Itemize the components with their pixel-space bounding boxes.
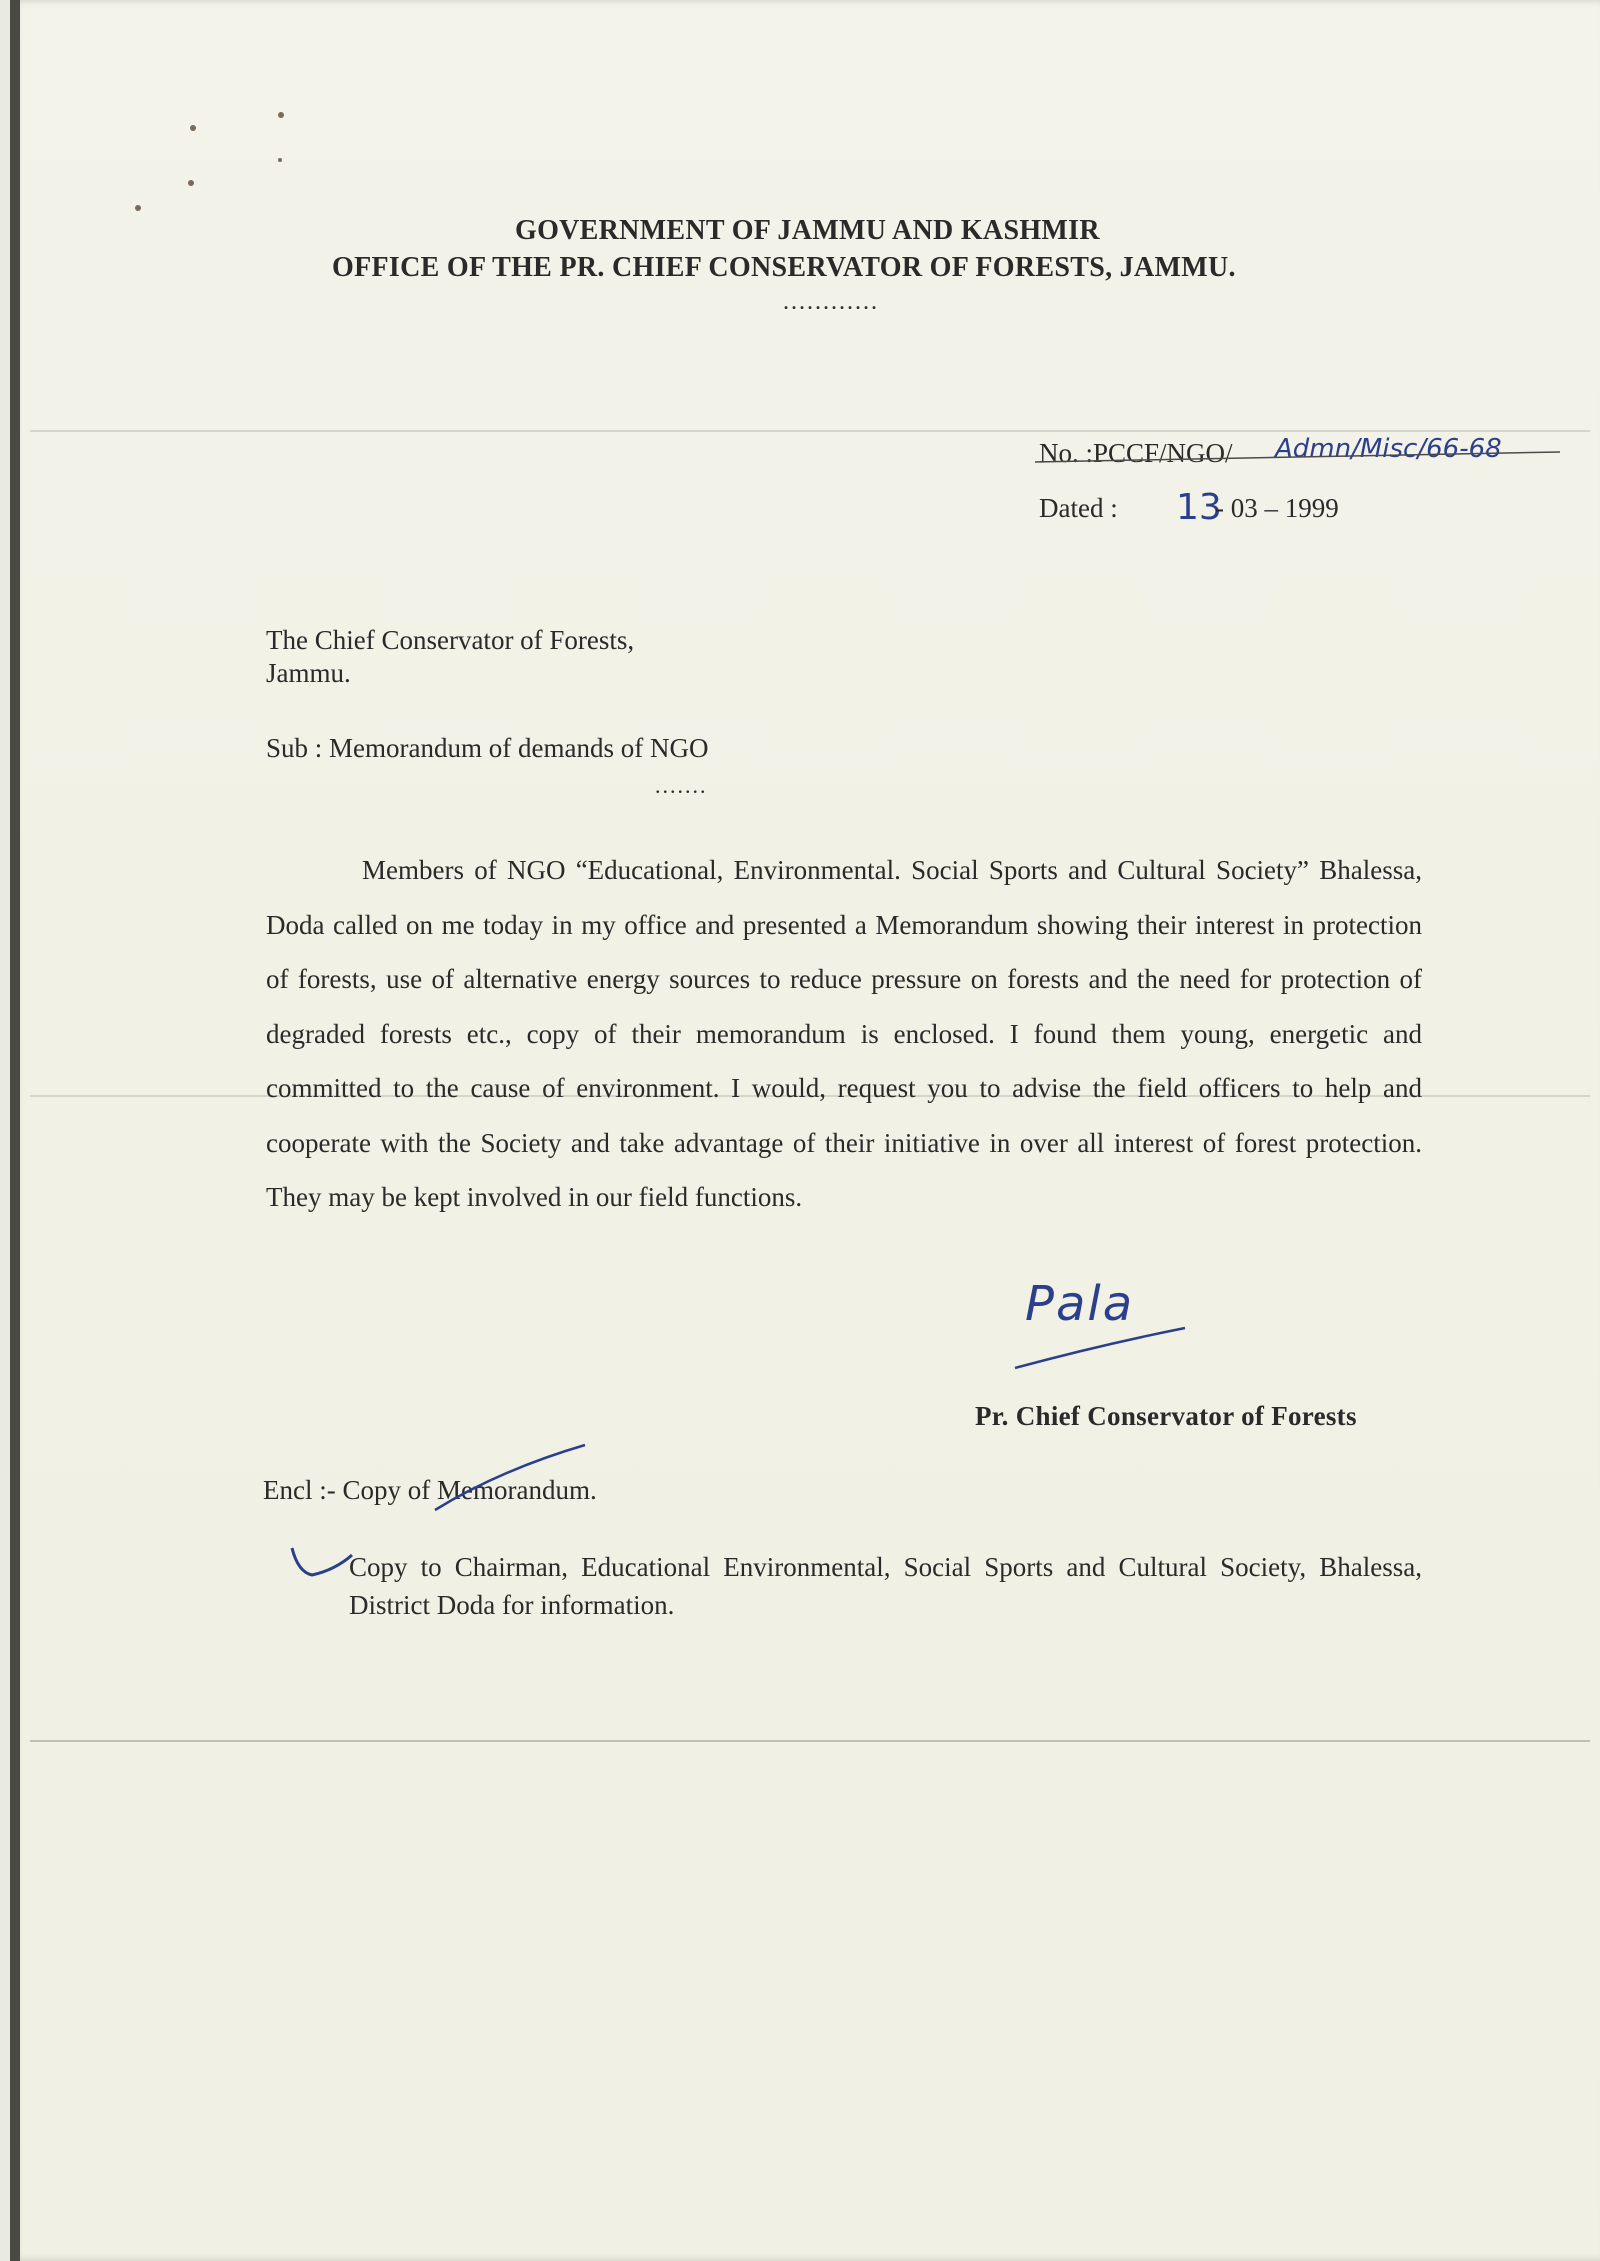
enclosure-pen-stroke [435,1445,585,1510]
reference-strike [1035,452,1560,462]
enclosure-line: Encl :- Copy of Memorandum. [263,1475,597,1505]
subject-line: Sub : Memorandum of demands of NGO [266,733,709,763]
addressee-line-1: The Chief Conservator of Forests, [266,625,635,655]
letterhead-line-2: OFFICE OF THE PR. CHIEF CONSERVATOR OF FORESTS, JAMMU. [332,252,1236,283]
date-day-handwritten: 13 [1176,487,1222,528]
reference-number-prefix: PCCF/NGO/ [1093,438,1233,468]
letterhead-line-1: GOVERNMENT OF JAMMU AND KASHMIR [515,215,1100,246]
body-paragraph: Members of NGO “Educational, Environmental. Social Sports and Cultural Society” Bhalessa, Doda called on me today in my office and presented a Memorandum showing their interest in protection of forests, use of alternative energy sources to reduce pressure on forests and the need for protection of degraded forests etc., copy of their memorandum is enclosed. I found them young, energetic and committed to the cause of environment. I would, request you to advise the field officers to help and cooperate with the Society and take advantage of their initiative in over all interest of forest protection. They may be kept involved in our field functions. [266,855,1422,1212]
reference-number-label: No. : [1039,438,1093,468]
date-rest: - 03 – 1999 [1215,493,1339,523]
date-label: Dated : [1039,493,1118,523]
signature-handwritten: Pala [1025,1276,1135,1332]
copy-to-paragraph: Copy to Chairman, Educational Environmental, Social Sports and Cultural Society, Bhalessa, District Doda for information. [349,1552,1422,1620]
signature-designation: Pr. Chief Conservator of Forests [975,1401,1357,1431]
reference-number-handwritten: Admn/Misc/66-68 [1275,434,1502,464]
signature-underline [1015,1328,1185,1368]
subject-separator: ....... [655,773,708,798]
addressee-line-2: Jammu. [266,658,351,688]
letterhead-separator: ............ [783,289,879,315]
copy-to-tick-mark [292,1548,352,1575]
